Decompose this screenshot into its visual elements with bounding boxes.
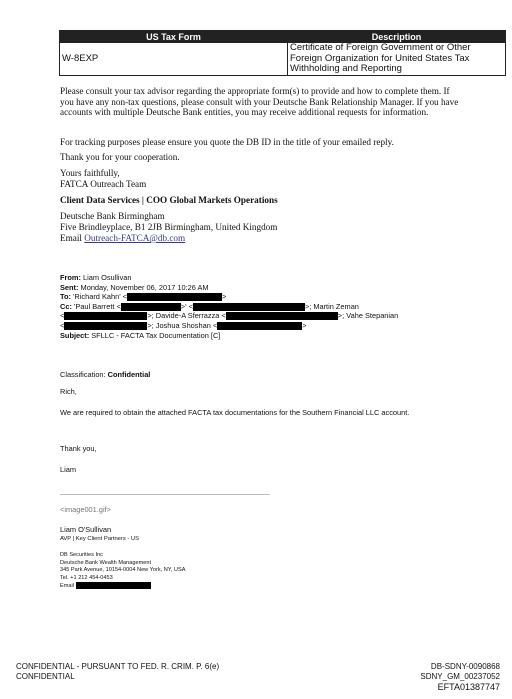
redaction-bar [80, 583, 118, 588]
footer-left [16, 662, 219, 682]
from-value: Liam Osullivan [83, 273, 132, 282]
letter-email-link[interactable]: Outreach-FATCA@db.com [84, 233, 186, 243]
classification-line [60, 370, 150, 380]
letter-address: Five Brindleyplace, B1 2JB Birmingham, United Kingdom [60, 222, 278, 232]
cc-line-2 [60, 311, 510, 321]
letter-paragraph-1: Please consult your tax advisor regarding the appropriate form(s) to provide and how to complete them. If you have any non-tax questions, please consult with your Deutsche Bank Relationship Manager. If you have accounts with multiple Deutsche Bank entities, you may receive additional requests for information. [60, 86, 459, 118]
footer-confidential-notice: CONFIDENTIAL - PURSUANT TO FED. R. CRIM. P. 6(e) [16, 662, 220, 671]
cc-label: Cc: [60, 301, 72, 311]
email-greeting: Rich, [60, 387, 77, 396]
email-sign: Liam [60, 465, 77, 474]
bates-db: DB-SDNY-0090868 [430, 662, 500, 671]
signature-company: DB Securities Inc [60, 552, 103, 558]
redaction-bar [64, 322, 147, 330]
redaction-bar [193, 303, 305, 311]
description-cell: Certificate of Foreign Government or Other Foreign Organization for United States Tax Withholding and Reporting [288, 43, 506, 76]
redaction-bar [217, 322, 302, 330]
cc-text: 'Paul Barrett < [73, 301, 121, 311]
cc-line-3 [60, 321, 510, 331]
email-body-text: We are required to obtain the attached FACTA tax documentations for the Southern Financial LLC account. [60, 408, 410, 417]
to-line: To: 'Richard Kahn' < > [60, 292, 227, 302]
letter-paragraph-2: For tracking purposes please ensure you quote the DB ID in the title of your emailed reply. [60, 137, 394, 147]
redaction-bar [127, 293, 222, 301]
from-label: From: [60, 273, 81, 282]
bates-efta: EFTA01387747 [437, 682, 500, 692]
to-label: To: [60, 292, 71, 302]
cc-text: >; Martin Zeman [304, 301, 359, 311]
redaction-bar [121, 303, 181, 311]
subject-line [60, 331, 510, 341]
bates-sdny: SDNY_GM_00237052 [420, 672, 500, 681]
signature-tel: Tel. +1 212 454-0453 [60, 574, 113, 581]
cc-line-1 [60, 302, 510, 312]
signature-name: Liam O'Sullivan [60, 525, 112, 534]
sent-label: Sent: [60, 282, 79, 292]
form-cell: W-8EXP [60, 43, 288, 76]
letter-email-line [60, 233, 185, 244]
table-header-description: Description [288, 31, 506, 43]
redaction-bar [64, 312, 147, 320]
cc-text: >' < [180, 301, 193, 311]
sent-value: Monday, November 06, 2017 10:26 AM [80, 282, 209, 292]
signature-division: Deutsche Bank Wealth Management [60, 559, 152, 566]
footer-confidential: CONFIDENTIAL [16, 672, 75, 681]
signature-email-label: Email [60, 583, 74, 590]
table-header-form: US Tax Form [60, 31, 288, 43]
sent-line [60, 283, 510, 293]
image-placeholder: <image001.gif> [60, 505, 111, 514]
subject-label: Subject: [60, 330, 90, 340]
cc-text: >; Vahe Stepanian [337, 311, 399, 321]
tax-form-table [59, 30, 506, 76]
signature-email-line [60, 582, 185, 591]
classification-value: Confidential [107, 370, 151, 379]
cc-text: >; Davide-A Sferrazza < [147, 311, 226, 321]
letter-team: FATCA Outreach Team [60, 179, 147, 189]
to-value: 'Richard Kahn' < [73, 292, 127, 302]
email-thanks: Thank you, [60, 444, 97, 453]
footer-right [420, 662, 500, 692]
signature-address: 345 Park Avenue, 10154-0004 New York, NY, USA [60, 567, 186, 574]
letter-closing: Yours faithfully, [60, 168, 120, 178]
signature-divider [60, 494, 270, 495]
cc-text: < [60, 320, 65, 330]
subject-value: SFLLC - FACTA Tax Documentation [C] [91, 330, 221, 340]
redaction-bar [226, 312, 338, 320]
signature-title: AVP | Key Client Partners - US [60, 536, 139, 542]
cc-text: > [302, 320, 307, 330]
cc-text: >; Joshua Shoshan < [147, 320, 218, 330]
from-line [60, 273, 510, 283]
table-row [60, 43, 506, 76]
classification-label: Classification: [60, 370, 106, 379]
letter-department: Client Data Services | COO Global Markets Operations [60, 195, 278, 205]
cc-text: < [60, 311, 65, 321]
signature-details [60, 552, 185, 591]
letter-email-label: Email [60, 233, 82, 243]
letter-paragraph-3: Thank you for your cooperation. [60, 152, 180, 162]
email-header [60, 273, 510, 340]
letter-org: Deutsche Bank Birmingham [60, 211, 165, 221]
